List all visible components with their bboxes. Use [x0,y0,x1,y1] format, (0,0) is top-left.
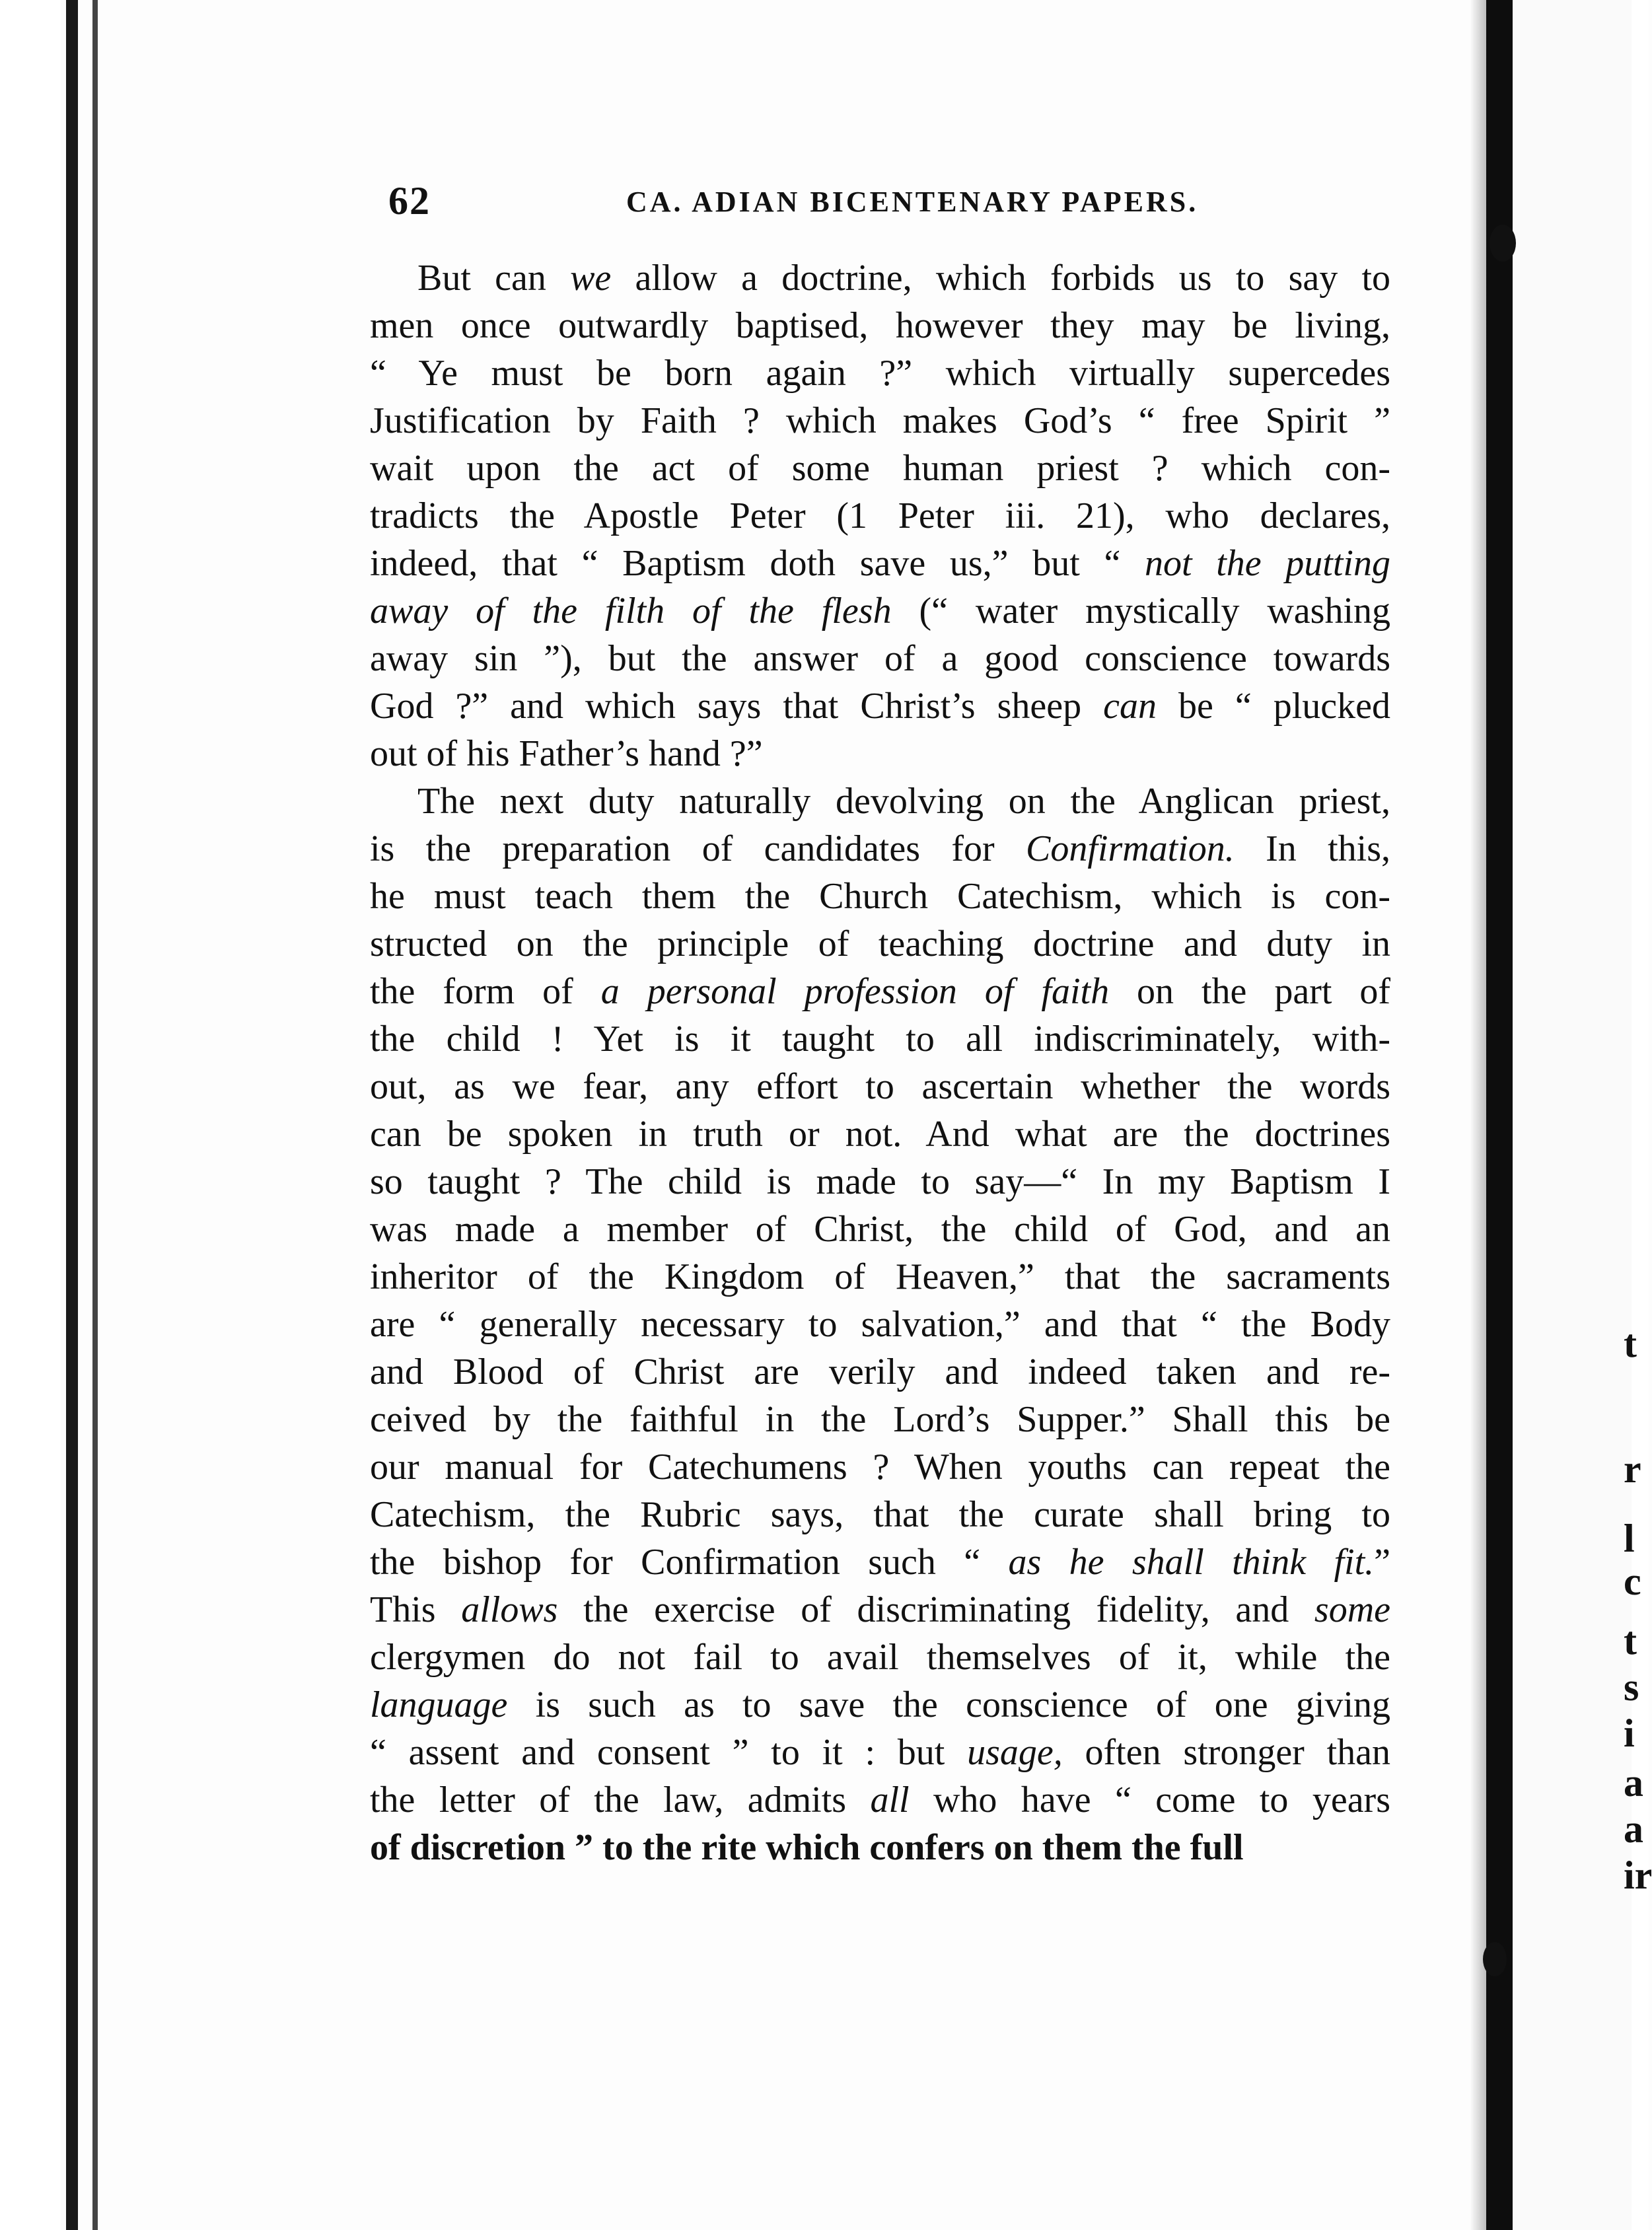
text-run: so taught ? The child is made to say—“ In my Baptism I [370,1161,1390,1202]
text-run: In this, [1234,828,1390,869]
left-page-edge-shadow [66,0,78,2230]
text-line [370,1396,1390,1443]
running-head: CA. ADIAN BICENTENARY PAPERS. [626,186,1199,218]
text-run: and Blood of Christ are verily and indeed taken and re- [370,1351,1390,1392]
text-line [370,730,1390,777]
text-run: be “ plucked [1156,686,1390,727]
text-run: on the part of [1109,971,1390,1012]
text-line [370,492,1390,540]
text-line [370,1443,1390,1491]
text-line [370,920,1390,968]
text-line [370,1634,1390,1681]
text-run: the exercise of discriminating fidelity, and [557,1589,1314,1630]
text-line [370,1729,1390,1776]
text-line [370,1301,1390,1348]
text-run: Catechism, the Rubric says, that the curate shall bring to [370,1494,1390,1535]
italic-text: away of the filth of the flesh [370,591,892,631]
text-line [370,1491,1390,1538]
text-run: away sin ”), but the answer of a good conscience towards [370,638,1390,679]
italic-text: we [570,258,612,299]
text-run: ceived by the faithful in the Lord’s Supper.” Shall this be [370,1399,1390,1440]
text-line [370,302,1390,349]
text-run: allow a doctrine, which forbids us to say to [611,258,1391,299]
text-run: “ assent and consent ” to it : but [370,1732,968,1773]
text-line [370,587,1390,635]
text-line [370,1110,1390,1158]
adjacent-page-fragment: c [1624,1560,1641,1603]
text-run: wait upon the act of some human priest ? which con- [370,448,1390,489]
text-line [370,1015,1390,1063]
text-run: men once outwardly baptised, however they may be living, [370,305,1390,346]
adjacent-page-fragment: r [1624,1447,1641,1491]
text-line [370,397,1390,445]
page-number: 62 [388,179,431,223]
text-run: “ Ye must be born again ?” which virtually supercedes [370,353,1390,394]
text-line [370,635,1390,682]
text-line [370,682,1390,730]
ink-blot-mark [1490,225,1516,262]
text-line [370,1681,1390,1729]
text-run: the child ! Yet is it taught to all indiscriminately, with- [370,1019,1390,1060]
text-run: (“ water mystically washing [891,591,1390,631]
gutter-shadow [1470,0,1486,2230]
left-margin [0,0,61,2230]
text-line [370,349,1390,397]
italic-text: as he shall think fit. [1008,1542,1375,1583]
adjacent-page-fragment: t [1624,1619,1637,1663]
text-run: he must teach them the Church Catechism, which is con- [370,876,1390,917]
text-run: clergymen do not fail to avail themselves of it, while the [370,1637,1390,1678]
book-gutter [1486,0,1513,2230]
italic-text: language [370,1684,508,1725]
text-run: is the preparation of candidates for [370,828,1026,869]
italic-text: a personal profession of faith [600,971,1110,1012]
body-text [370,254,1390,1871]
page-header [388,178,1199,225]
text-run: Justification by Faith ? which makes God’s “ free Spirit ” [370,400,1390,441]
adjacent-page-fragment: s [1624,1665,1639,1709]
text-line [370,1348,1390,1396]
text-run: are “ generally necessary to salvation,” and that “ the Body [370,1304,1390,1345]
text-run: out, as we fear, any effort to ascertain whether the words [370,1066,1390,1107]
italic-text: not the putting [1144,543,1390,584]
text-run: ” [1374,1542,1390,1583]
italic-text: some [1314,1589,1390,1630]
text-run: indeed, that “ Baptism doth save us,” but “ [370,543,1145,584]
text-run: is such as to save the conscience of one giving [507,1684,1390,1725]
text-run: But can [417,258,571,299]
text-line [370,1205,1390,1253]
text-line [370,968,1390,1015]
text-run: out of his Father’s hand ?” [370,733,763,774]
adjacent-page-fragment: l [1624,1517,1635,1560]
text-run: our manual for Catechumens ? When youths can repeat the [370,1447,1390,1488]
text-run: inheritor of the Kingdom of Heaven,” that the sacraments [370,1256,1390,1297]
text-run: The next duty naturally devolving on the Anglican priest, [417,781,1390,822]
text-run: the bishop for Confirmation such “ [370,1542,1009,1583]
text-run: the form of [370,971,601,1012]
text-run: can be spoken in truth or not. And what are the doctrines [370,1114,1390,1155]
text-line [370,1538,1390,1586]
text-line [370,873,1390,920]
adjacent-page-fragment: i [1624,1711,1635,1755]
italic-text: Confirmation. [1025,828,1235,869]
text-run: This [370,1589,462,1630]
text-line [370,540,1390,587]
adjacent-page-fragment: a [1624,1761,1643,1805]
italic-text: all [870,1780,910,1820]
adjacent-page-fragment: t [1624,1322,1637,1365]
text-line [370,445,1390,492]
italic-text: usage, [967,1732,1063,1773]
ink-blot-mark [1483,1942,1507,1976]
text-run: the letter of the law, admits [370,1780,871,1820]
text-run: was made a member of Christ, the child of God, and an [370,1209,1390,1250]
text-line [370,1824,1390,1871]
text-line [370,1586,1390,1634]
text-run: tradicts the Apostle Peter (1 Peter iii. 21), who declares, [370,495,1390,536]
text-line [370,254,1390,302]
text-line [370,1253,1390,1301]
text-run: God ?” and which says that Christ’s sheep [370,686,1104,727]
text-run: who have “ come to years [909,1780,1390,1820]
text-run: often stronger than [1062,1732,1391,1773]
adjacent-page-fragment: ir [1624,1853,1652,1897]
text-run: of discretion ” to the rite which confers on them the full [370,1827,1244,1868]
italic-text: can [1103,686,1157,727]
text-line [370,1776,1390,1824]
italic-text: allows [461,1589,558,1630]
left-page-edge-line [92,0,98,2230]
text-line [370,825,1390,873]
text-run: structed on the principle of teaching doctrine and duty in [370,923,1390,964]
text-line [370,777,1390,825]
text-line [370,1063,1390,1110]
text-line [370,1158,1390,1205]
adjacent-page-fragment: a [1624,1807,1643,1851]
